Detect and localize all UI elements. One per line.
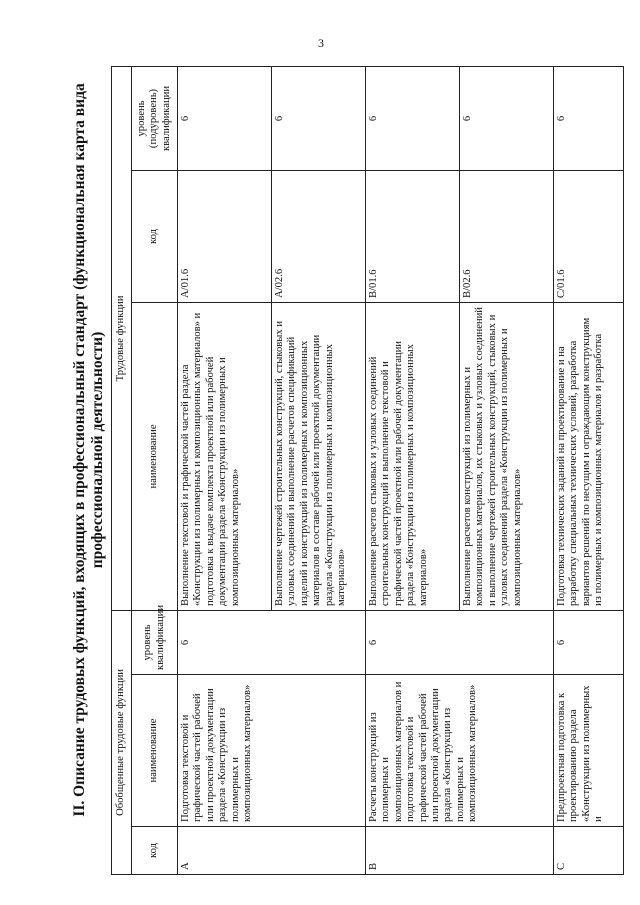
table-row bbox=[554, 66, 624, 874]
tf-code: A/01.6 bbox=[178, 170, 272, 302]
tf-level: 6 bbox=[272, 66, 366, 170]
tf-name: Выполнение расчетов конструкций из полимерных и композиционных материалов, их стыковых и узловых соединений и выполнение чертежей строительных конструкций, стыковых и узловых соединений раздела «Конструкции из полимерных и композиционных материалов» bbox=[460, 302, 554, 610]
gf-level: 6 bbox=[178, 610, 366, 674]
header-tf-code: код bbox=[132, 170, 178, 302]
table-row bbox=[178, 66, 272, 874]
header-level: уровень квалификации bbox=[132, 610, 178, 674]
page-number: 3 bbox=[318, 36, 324, 50]
gf-name: Подготовка текстовой и графической частей рабочей или проектной документации раздела «Конструкции из полимерных и композиционных материалов» bbox=[178, 675, 366, 827]
gf-level: 6 bbox=[366, 610, 554, 674]
gf-level: 6 bbox=[554, 610, 624, 674]
tf-code: C/01.6 bbox=[554, 170, 624, 302]
gf-code: B bbox=[366, 827, 554, 875]
tf-code: A/02.6 bbox=[272, 170, 366, 302]
header-code: код bbox=[132, 827, 178, 875]
tf-code: B/02.6 bbox=[460, 170, 554, 302]
gf-name: Расчеты конструкций из полимерных и композиционных материалов и подготовка текстовой и графической частей рабочей или проектной документации раздела «Конструкции из полимерных и композиционных материалов» bbox=[366, 675, 554, 827]
tf-level: 6 bbox=[178, 66, 272, 170]
header-tf-name: наименование bbox=[132, 302, 178, 610]
tf-name: Выполнение расчетов стыковых и узловых соединений строительных конструкций и выполнение текстовой и графической частей проектной или рабочей документации раздела «Конструкции из полимерных и композиционных материалов» bbox=[366, 302, 460, 610]
section-title: II. Описание трудовых функций, входящих в профессиональный стандарт (функциональная карта вида bbox=[71, 83, 88, 817]
tf-code: B/01.6 bbox=[366, 170, 460, 302]
header-name: наименование bbox=[132, 675, 178, 827]
table-row bbox=[366, 66, 460, 874]
tf-name: Выполнение текстовой и графической частей раздела «Конструкции из полимерных и композиционных материалов» и подготовка к выдаче комплекта проектной или рабочей документации раздела «Конструкции из полимерных и композиционных материалов» bbox=[178, 302, 272, 610]
tf-level: 6 bbox=[554, 66, 624, 170]
header-generalized-functions: Обобщенные трудовые функции bbox=[112, 610, 132, 874]
header-labor-functions: Трудовые функции bbox=[112, 66, 132, 610]
rotated-page-content bbox=[65, 25, 610, 875]
tf-name: Выполнение чертежей строительных конструкций, стыковых и узловых соединений и выполнение расчетов спецификаций изделий и конструкций из полимерных и композиционных материалов в составе рабочей или проектной документации раздела «Конструкции из полимерных и композиционных материалов» bbox=[272, 302, 366, 610]
gf-code: C bbox=[554, 827, 624, 875]
tf-level: 6 bbox=[366, 66, 460, 170]
tf-level: 6 bbox=[460, 66, 554, 170]
tf-name: Подготовка технических заданий на проектирование и на разработку специальных технических условий, разработка вариантов решений по несущим и ограждающим конструкциям из полимерных и композиционных материалов и разработка bbox=[554, 302, 624, 610]
gf-name: Предпроектная подготовка к проектированию раздела «Конструкции из полимерных и bbox=[554, 675, 624, 827]
section-title-continued: профессиональной деятельности) bbox=[89, 331, 106, 569]
header-tf-level: уровень (подуровень) квалификации bbox=[132, 66, 178, 170]
functional-map-table bbox=[111, 66, 624, 875]
gf-code: A bbox=[178, 827, 366, 875]
